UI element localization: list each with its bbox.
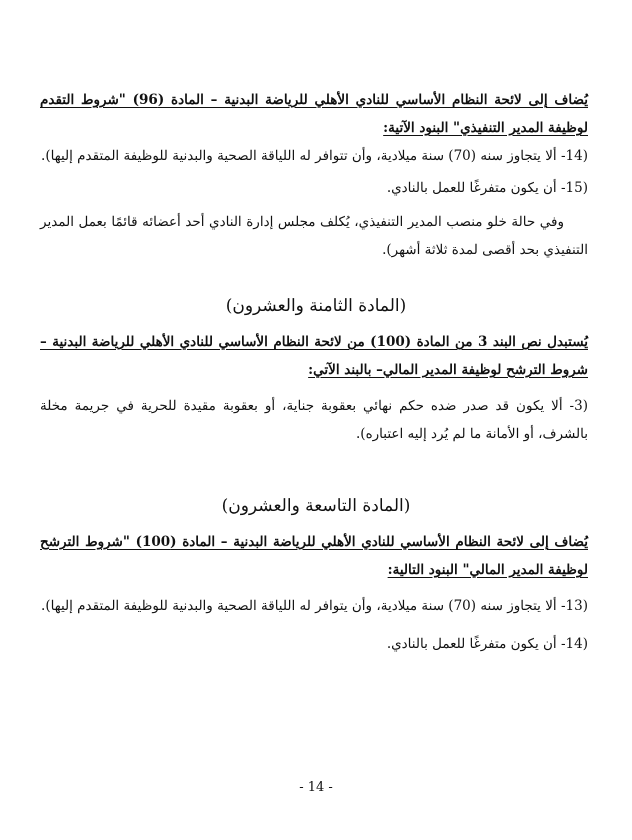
page-number: - 14 -: [299, 780, 333, 795]
section1-intro: يُضاف إلى لائحة النظام الأساسي للنادي الأهلي للرياضة البدنية – المادة (96) "شروط التقدم لوظيفة المدير التنفيذي" البنود الآتية:: [40, 92, 589, 136]
section2-heading: (المادة الثامنة والعشرون): [225, 296, 407, 316]
section3-item-14: (14- أن يكون متفرغًا للعمل بالنادي.: [386, 636, 588, 652]
section3-item-13: (13- ألا يتجاوز سنه (70) سنة ميلادية، وأن يتوافر له اللياقة الصحية والبدنية للوظيفة المتقدم إليها).: [41, 598, 588, 614]
section3-intro: يُضاف إلى لائحة النظام الأساسي للنادي الأهلي للرياضة البدنية – المادة (100) "شروط الترشح لوظيفة المدير المالي" البنود التالية:: [40, 534, 589, 578]
section3-heading: (المادة التاسعة والعشرون): [221, 496, 411, 516]
section1-item-14: (14- ألا يتجاوز سنه (70) سنة ميلادية، وأن تتوافر له اللياقة الصحية والبدنية للوظيفة المتقدم إليها).: [41, 148, 588, 164]
section1-paragraph: وفي حالة خلو منصب المدير التنفيذي، يُكلف مجلس إدارة النادي أحد أعضائه قائمًا بعمل المدير التنفيذي بحد أقصى لمدة ثلاثة أشهر).: [40, 214, 588, 258]
section2-intro: يُستبدل نص البند 3 من المادة (100) من لائحة النظام الأساسي للنادي الأهلي للرياضة البدنية – شروط الترشح لوظيفة المدير المالي– بالبند الآتي:: [40, 334, 588, 378]
section2-item-3: (3- ألا يكون قد صدر ضده حكم نهائي بعقوبة جناية، أو بعقوبة مقيدة للحرية في جريمة مخلة بالشرف، أو الأمانة ما لم يُرد إليه اعتباره).: [40, 398, 588, 442]
section1-item-15: (15- أن يكون متفرغًا للعمل بالنادي.: [386, 180, 588, 196]
